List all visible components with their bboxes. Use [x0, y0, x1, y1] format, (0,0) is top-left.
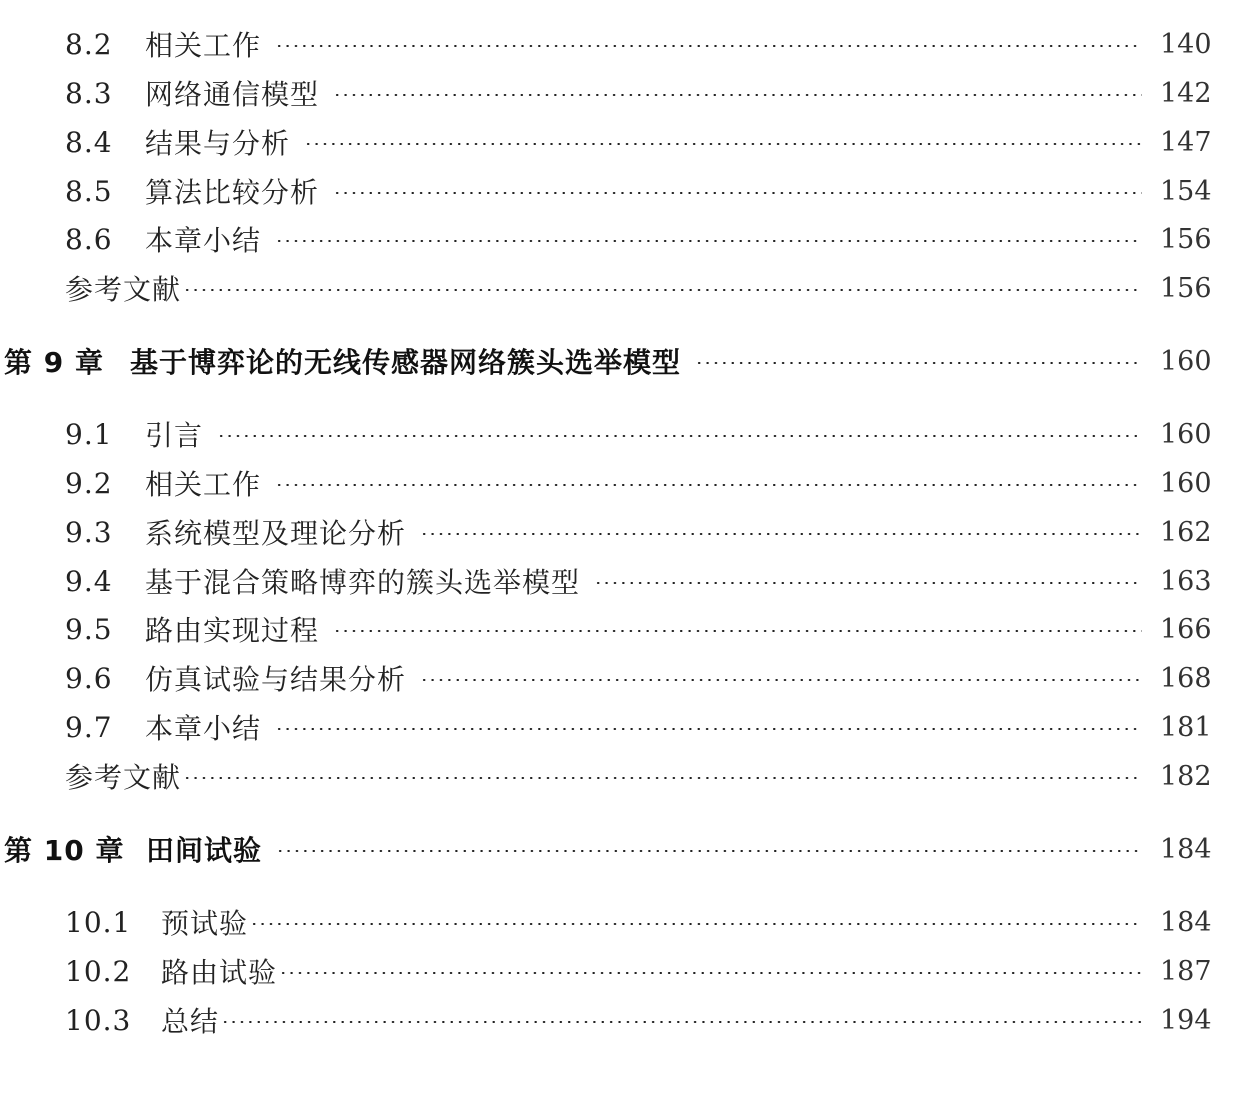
dot-leader [695, 362, 1142, 364]
section-number: 9.1 [65, 417, 113, 451]
dot-leader [276, 850, 1142, 852]
section-title: 本章小结 [145, 712, 262, 745]
page-number: 156 [1160, 223, 1212, 255]
toc-chapter-10[interactable] [0, 829, 1234, 869]
section-title: 参考文献 [65, 273, 182, 306]
toc-entry-8-4[interactable] [0, 122, 1234, 162]
section-title: 总结 [161, 1005, 220, 1038]
section-number: 8.3 [65, 76, 113, 110]
toc-entry-10-1[interactable] [0, 902, 1234, 942]
page-number: 184 [1160, 906, 1212, 938]
section-title: 本章小结 [145, 224, 262, 257]
dot-leader [594, 582, 1142, 584]
page-number: 147 [1160, 126, 1212, 158]
section-title: 算法比较分析 [145, 176, 320, 209]
page-number: 194 [1160, 1004, 1212, 1036]
dot-leader [420, 533, 1142, 535]
toc-entry-references-8[interactable] [0, 268, 1234, 308]
section-number: 10.2 [65, 954, 132, 988]
toc-entry-8-2[interactable] [0, 24, 1234, 64]
section-title: 相关工作 [145, 468, 262, 501]
toc-entry-9-2[interactable] [0, 463, 1234, 503]
section-title: 仿真试验与结果分析 [145, 663, 407, 696]
section-title: 网络通信模型 [145, 78, 320, 111]
section-number: 8.2 [65, 27, 113, 61]
page-number: 181 [1160, 711, 1212, 743]
toc-entry-10-2[interactable] [0, 951, 1234, 991]
page-number: 163 [1160, 565, 1212, 597]
page-number: 160 [1160, 467, 1212, 499]
dot-leader [275, 484, 1142, 486]
page-number: 162 [1160, 516, 1212, 548]
page-number: 160 [1160, 345, 1212, 377]
toc-entry-9-1[interactable] [0, 414, 1234, 454]
dot-leader [221, 1021, 1142, 1023]
section-title: 系统模型及理论分析 [145, 517, 407, 550]
section-title: 预试验 [161, 907, 249, 940]
section-number: 9.2 [65, 466, 113, 500]
section-title: 参考文献 [65, 761, 182, 794]
section-number: 8.5 [65, 174, 113, 208]
page-number: 140 [1160, 28, 1212, 60]
section-number: 10.1 [65, 905, 132, 939]
page-number: 187 [1160, 955, 1212, 987]
chapter-number: 第 9 章 [4, 346, 104, 379]
section-number: 8.4 [65, 125, 113, 159]
toc-entry-9-7[interactable] [0, 707, 1234, 747]
toc-entry-8-5[interactable] [0, 171, 1234, 211]
page-number: 182 [1160, 760, 1212, 792]
dot-leader [275, 240, 1142, 242]
dot-leader [304, 143, 1142, 145]
dot-leader [333, 630, 1142, 632]
dot-leader [333, 192, 1142, 194]
section-number: 9.6 [65, 661, 113, 695]
toc-chapter-9[interactable] [0, 341, 1234, 381]
toc-entry-9-3[interactable] [0, 512, 1234, 552]
section-number: 9.3 [65, 515, 113, 549]
chapter-number: 第 10 章 [4, 834, 125, 867]
dot-leader [275, 728, 1142, 730]
dot-leader [183, 777, 1142, 779]
section-number: 8.6 [65, 222, 113, 256]
page-number: 184 [1160, 833, 1212, 865]
page-number: 168 [1160, 662, 1212, 694]
dot-leader [333, 94, 1142, 96]
page-number: 154 [1160, 175, 1212, 207]
dot-leader [275, 45, 1142, 47]
section-title: 基于混合策略博弈的簇头选举模型 [145, 566, 581, 599]
toc-entry-9-4[interactable] [0, 561, 1234, 601]
toc-entry-8-3[interactable] [0, 73, 1234, 113]
chapter-title: 基于博弈论的无线传感器网络簇头选举模型 [130, 346, 682, 379]
toc-entry-9-6[interactable] [0, 658, 1234, 698]
toc-entry-9-5[interactable] [0, 609, 1234, 649]
toc-entry-8-6[interactable] [0, 219, 1234, 259]
dot-leader [279, 972, 1142, 974]
section-number: 9.5 [65, 612, 113, 646]
section-number: 9.4 [65, 564, 113, 598]
dot-leader [250, 923, 1142, 925]
dot-leader [183, 289, 1142, 291]
page-number: 160 [1160, 418, 1212, 450]
section-number: 9.7 [65, 710, 113, 744]
page-number: 166 [1160, 613, 1212, 645]
chapter-title: 田间试验 [146, 834, 263, 867]
page-number: 156 [1160, 272, 1212, 304]
section-title: 路由试验 [161, 956, 278, 989]
page-number: 142 [1160, 77, 1212, 109]
section-title: 路由实现过程 [145, 614, 320, 647]
dot-leader [420, 679, 1142, 681]
toc-entry-references-9[interactable] [0, 756, 1234, 796]
section-title: 相关工作 [145, 29, 262, 62]
section-title: 引言 [145, 419, 204, 452]
toc-entry-10-3[interactable] [0, 1000, 1234, 1040]
section-number: 10.3 [65, 1003, 132, 1037]
dot-leader [217, 435, 1142, 437]
section-title: 结果与分析 [145, 127, 291, 160]
